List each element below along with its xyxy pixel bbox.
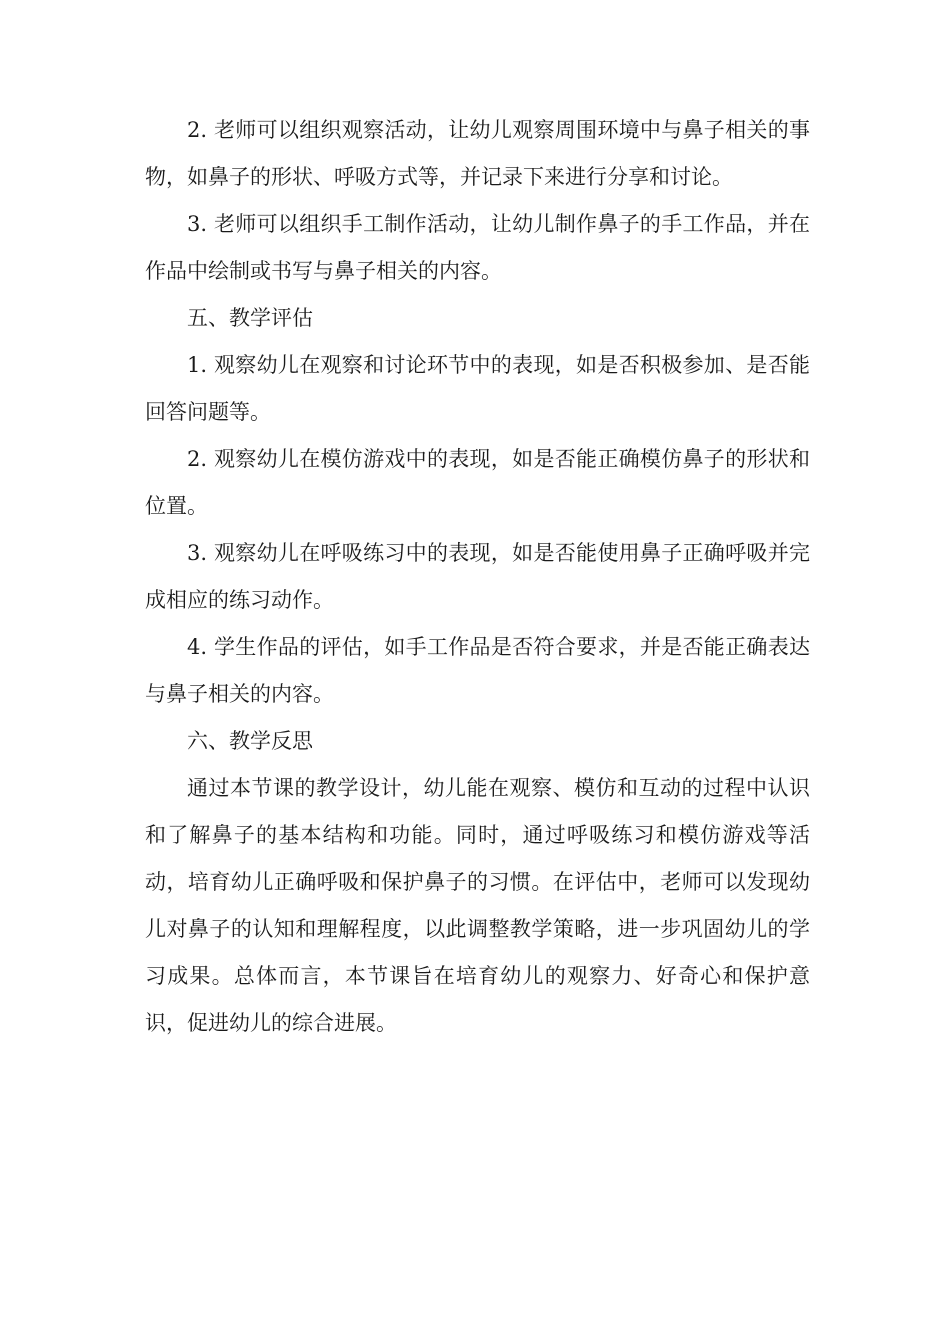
activity-item-3: 3. 老师可以组织手工制作活动，让幼儿制作鼻子的手工作品，并在作品中绘制或书写与鼻子相关的内容。 (145, 212, 810, 283)
assessment-item-2: 2. 观察幼儿在模仿游戏中的表现，如是否能正确模仿鼻子的形状和位置。 (145, 447, 810, 518)
section-heading-assessment: 五、教学评估 (187, 306, 313, 330)
activity-item-2: 2. 老师可以组织观察活动，让幼儿观察周围环境中与鼻子相关的事物，如鼻子的形状、呼吸方式等，并记录下来进行分享和讨论。 (145, 118, 810, 189)
assessment-item-1: 1. 观察幼儿在观察和讨论环节中的表现，如是否积极参加、是否能回答问题等。 (145, 353, 810, 424)
assessment-item-4: 4. 学生作品的评估，如手工作品是否符合要求，并是否能正确表达与鼻子相关的内容。 (145, 635, 810, 706)
assessment-item-3: 3. 观察幼儿在呼吸练习中的表现，如是否能使用鼻子正确呼吸并完成相应的练习动作。 (145, 541, 810, 612)
reflection-paragraph: 通过本节课的教学设计，幼儿能在观察、模仿和互动的过程中认识和了解鼻子的基本结构和功能。同时，通过呼吸练习和模仿游戏等活动，培育幼儿正确呼吸和保护鼻子的习惯。在评估中，老师可以发现幼儿对鼻子的认知和理解程度，以此调整教学策略，进一步巩固幼儿的学习成果。总体而言，本节课旨在培育幼儿的观察力、好奇心和保护意识，促进幼儿的综合进展。 (145, 776, 810, 1035)
section-heading-reflection: 六、教学反思 (187, 729, 313, 753)
document-body (145, 107, 810, 1047)
